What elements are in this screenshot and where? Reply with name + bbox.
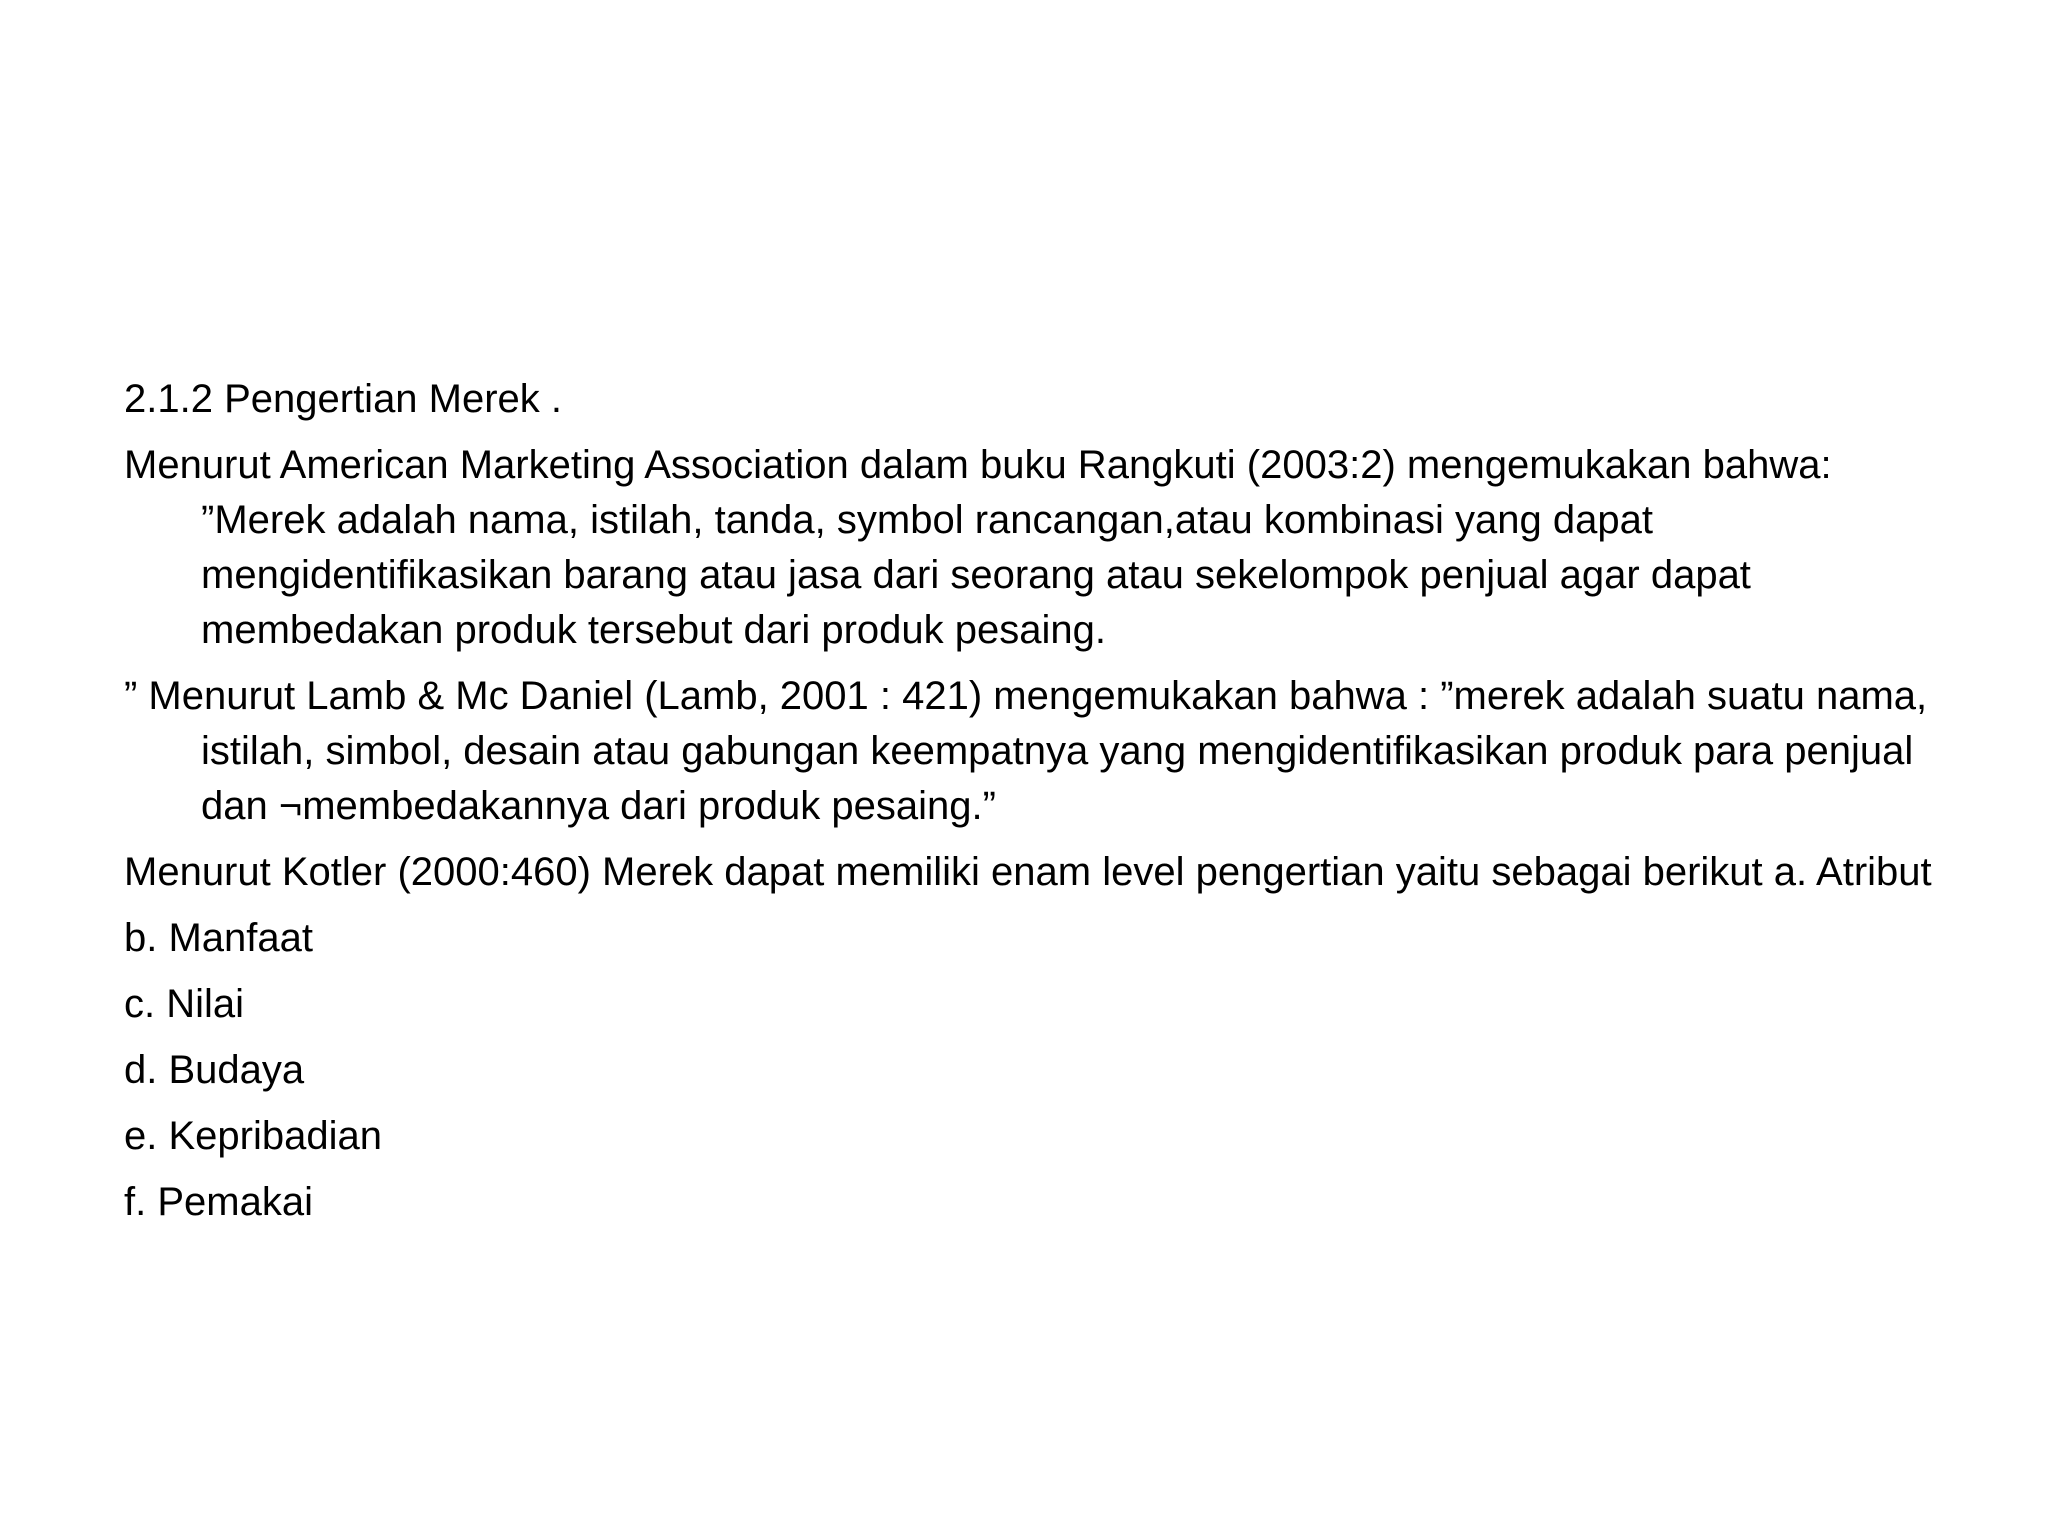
paragraph-ama-definition: Menurut American Marketing Association dalam buku Rangkuti (2003:2) mengemukakan bahwa: ”Merek adalah nama, istilah, tanda, symbol rancangan,atau kombinasi yang dapat mengidentifikasikan barang atau jasa dari seorang atau sekelompok penjual agar dapat membedakan produk tersebut dari produk pesaing. [124, 443, 1832, 652]
list-item-kepribadian: e. Kepribadian [124, 1114, 382, 1158]
list-item-manfaat: b. Manfaat [124, 916, 314, 960]
list-item-nilai: c. Nilai [124, 982, 245, 1026]
section-heading: 2.1.2 Pengertian Merek . [124, 377, 563, 421]
list-item-budaya: d. Budaya [124, 1048, 305, 1092]
list-item-pemakai: f. Pemakai [124, 1180, 313, 1224]
paragraph-kotler-levels: Menurut Kotler (2000:460) Merek dapat memiliki enam level pengertian yaitu sebagai berikut a. Atribut [124, 850, 1932, 894]
slide-body [124, 372, 1954, 1241]
paragraph-lamb-definition: ” Menurut Lamb & Mc Daniel (Lamb, 2001 : 421) mengemukakan bahwa : ”merek adalah suatu nama, istilah, simbol, desain atau gabungan keempatnya yang mengidentifikasikan produk para penjual dan ¬membedakannya dari produk pesaing.” [124, 674, 1928, 828]
